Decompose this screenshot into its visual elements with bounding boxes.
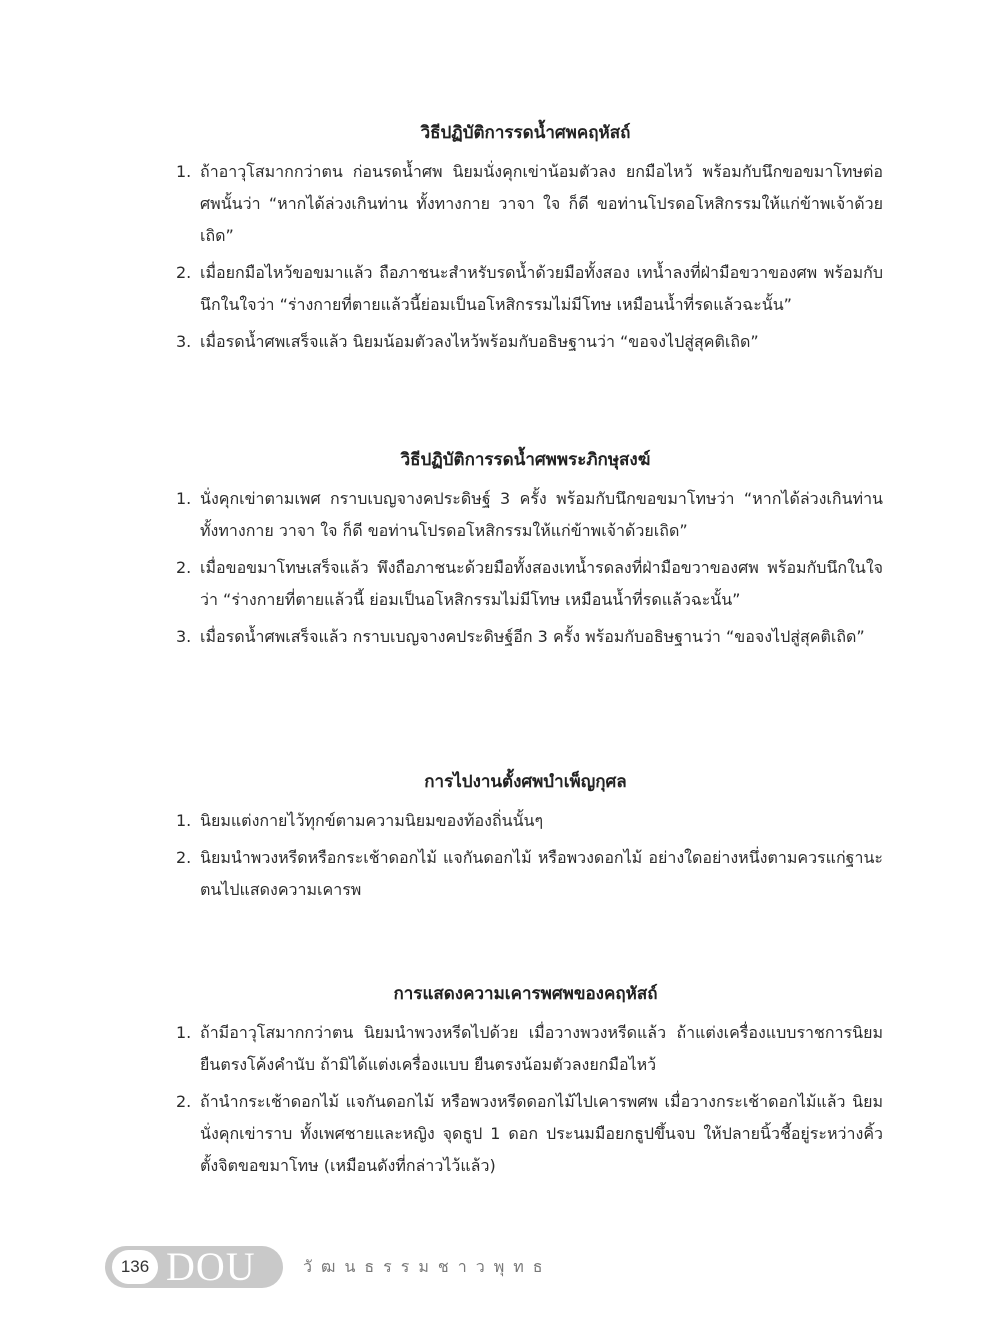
section-funeral-merit [168, 767, 883, 911]
list-item [168, 552, 883, 616]
item-text: เมื่อขอขมาโทษเสร็จแล้ว พึงถือภาชนะด้วยมือทั้งสองเทน้ำรดลงที่ฝ่ามือขวาของศพ พร้อมกับนึกในใจว่า “ร่างกายที่ตายแล้วนี้ ย่อมเป็นอโหสิกรรมไม่มีโทษ เหมือนน้ำที่รดแล้วฉะนั้น” [200, 558, 883, 609]
list-item [168, 326, 883, 358]
item-number: 2. [176, 558, 192, 577]
item-number: 2. [176, 848, 192, 867]
section-title: วิธีปฏิบัติการรดน้ำศพพระภิกษุสงฆ์ [400, 450, 651, 470]
section-title: การแสดงความเคารพศพของคฤหัสถ์ [393, 984, 658, 1004]
section-paying-respect [168, 979, 883, 1187]
item-text: เมื่อรดน้ำศพเสร็จแล้ว นิยมน้อมตัวลงไหว้พร้อมกับอธิษฐานว่า “ขอจงไปสู่สุคติเถิด” [200, 332, 759, 351]
item-number: 3. [176, 627, 192, 646]
dou-logo: DOU [166, 1244, 256, 1289]
item-number: 1. [176, 1023, 192, 1042]
list-item [168, 257, 883, 321]
footer-badge [105, 1246, 283, 1288]
item-text: เมื่อยกมือไหว้ขอขมาแล้ว ถือภาชนะสำหรับรดน้ำด้วยมือทั้งสอง เทน้ำลงที่ฝ่ามือขวาของศพ พร้อมกับนึกในใจว่า “ร่างกายที่ตายแล้วนี้ย่อมเป็นอโหสิกรรมไม่มีโทษ เหมือนน้ำที่รดแล้วฉะนั้น” [200, 263, 883, 314]
list-item [168, 483, 883, 547]
list-item [168, 805, 883, 837]
section-layman-water-pouring [168, 118, 883, 363]
page-number: 136 [112, 1250, 158, 1284]
item-number: 1. [176, 489, 192, 508]
item-number: 1. [176, 162, 192, 181]
list-item [168, 1086, 883, 1182]
item-text: ถ้ามีอาวุโสมากกว่าตน นิยมนำพวงหรีดไปด้วย เมื่อวางพวงหรีดแล้ว ถ้าแต่งเครื่องแบบราชการนิยมยืนตรงโค้งคำนับ ถ้ามิได้แต่งเครื่องแบบ ยืนตรงน้อมตัวลงยกมือไหว้ [200, 1023, 883, 1074]
item-number: 2. [176, 263, 192, 282]
list-item [168, 156, 883, 252]
item-text: ถ้านำกระเช้าดอกไม้ แจกันดอกไม้ หรือพวงหรีดดอกไม้ไปเคารพศพ เมื่อวางกระเช้าดอกไม้แล้ว นิยมนั่งคุกเข่าราบ ทั้งเพศชายและหญิง จุดธูป 1 ดอก ประนมมือยกธูปขึ้นจบ ให้ปลายนิ้วชี้อยู่ระหว่างคิ้ว ตั้งจิตขอขมาโทษ (เหมือนดังที่กล่าวไว้แล้ว) [200, 1092, 883, 1175]
list-item [168, 842, 883, 906]
item-number: 1. [176, 811, 192, 830]
item-text: นิยมแต่งกายไว้ทุกข์ตามความนิยมของท้องถิ่นนั้นๆ [200, 811, 544, 830]
list-item [168, 621, 883, 653]
page-footer [105, 1245, 552, 1289]
list-item [168, 1017, 883, 1081]
section-monk-water-pouring [168, 445, 883, 658]
item-text: ถ้าอาวุโสมากกว่าตน ก่อนรดน้ำศพ นิยมนั่งคุกเข่าน้อมตัวลง ยกมือไหว้ พร้อมกับนึกขอขมาโทษต่อศพนั้นว่า “หากได้ล่วงเกินท่าน ทั้งทางกาย วาจา ใจ ก็ดี ขอท่านโปรดอโหสิกรรมให้แก่ข้าพเจ้าด้วยเถิด” [200, 162, 883, 245]
item-text: นั่งคุกเข่าตามเพศ กราบเบญจางคประดิษฐ์ 3 ครั้ง พร้อมกับนึกขอขมาโทษว่า “หากได้ล่วงเกินท่าน ทั้งทางกาย วาจา ใจ ก็ดี ขอท่านโปรดอโหสิกรรมให้แก่ข้าพเจ้าด้วยเถิด” [200, 489, 883, 540]
section-title: การไปงานตั้งศพบำเพ็ญกุศล [424, 772, 627, 792]
book-title: วัฒนธรรมชาวพุทธ [303, 1256, 552, 1276]
item-text: นิยมนำพวงหรีดหรือกระเช้าดอกไม้ แจกันดอกไม้ หรือพวงดอกไม้ อย่างใดอย่างหนึ่งตามควรแก่ฐานะตนไปแสดงความเคารพ [200, 848, 883, 899]
item-text: เมื่อรดน้ำศพเสร็จแล้ว กราบเบญจางคประดิษฐ์อีก 3 ครั้ง พร้อมกับอธิษฐานว่า “ขอจงไปสู่สุคติเถิด” [200, 627, 865, 646]
item-number: 2. [176, 1092, 192, 1111]
section-title: วิธีปฏิบัติการรดน้ำศพคฤหัสถ์ [420, 123, 631, 143]
item-number: 3. [176, 332, 192, 351]
